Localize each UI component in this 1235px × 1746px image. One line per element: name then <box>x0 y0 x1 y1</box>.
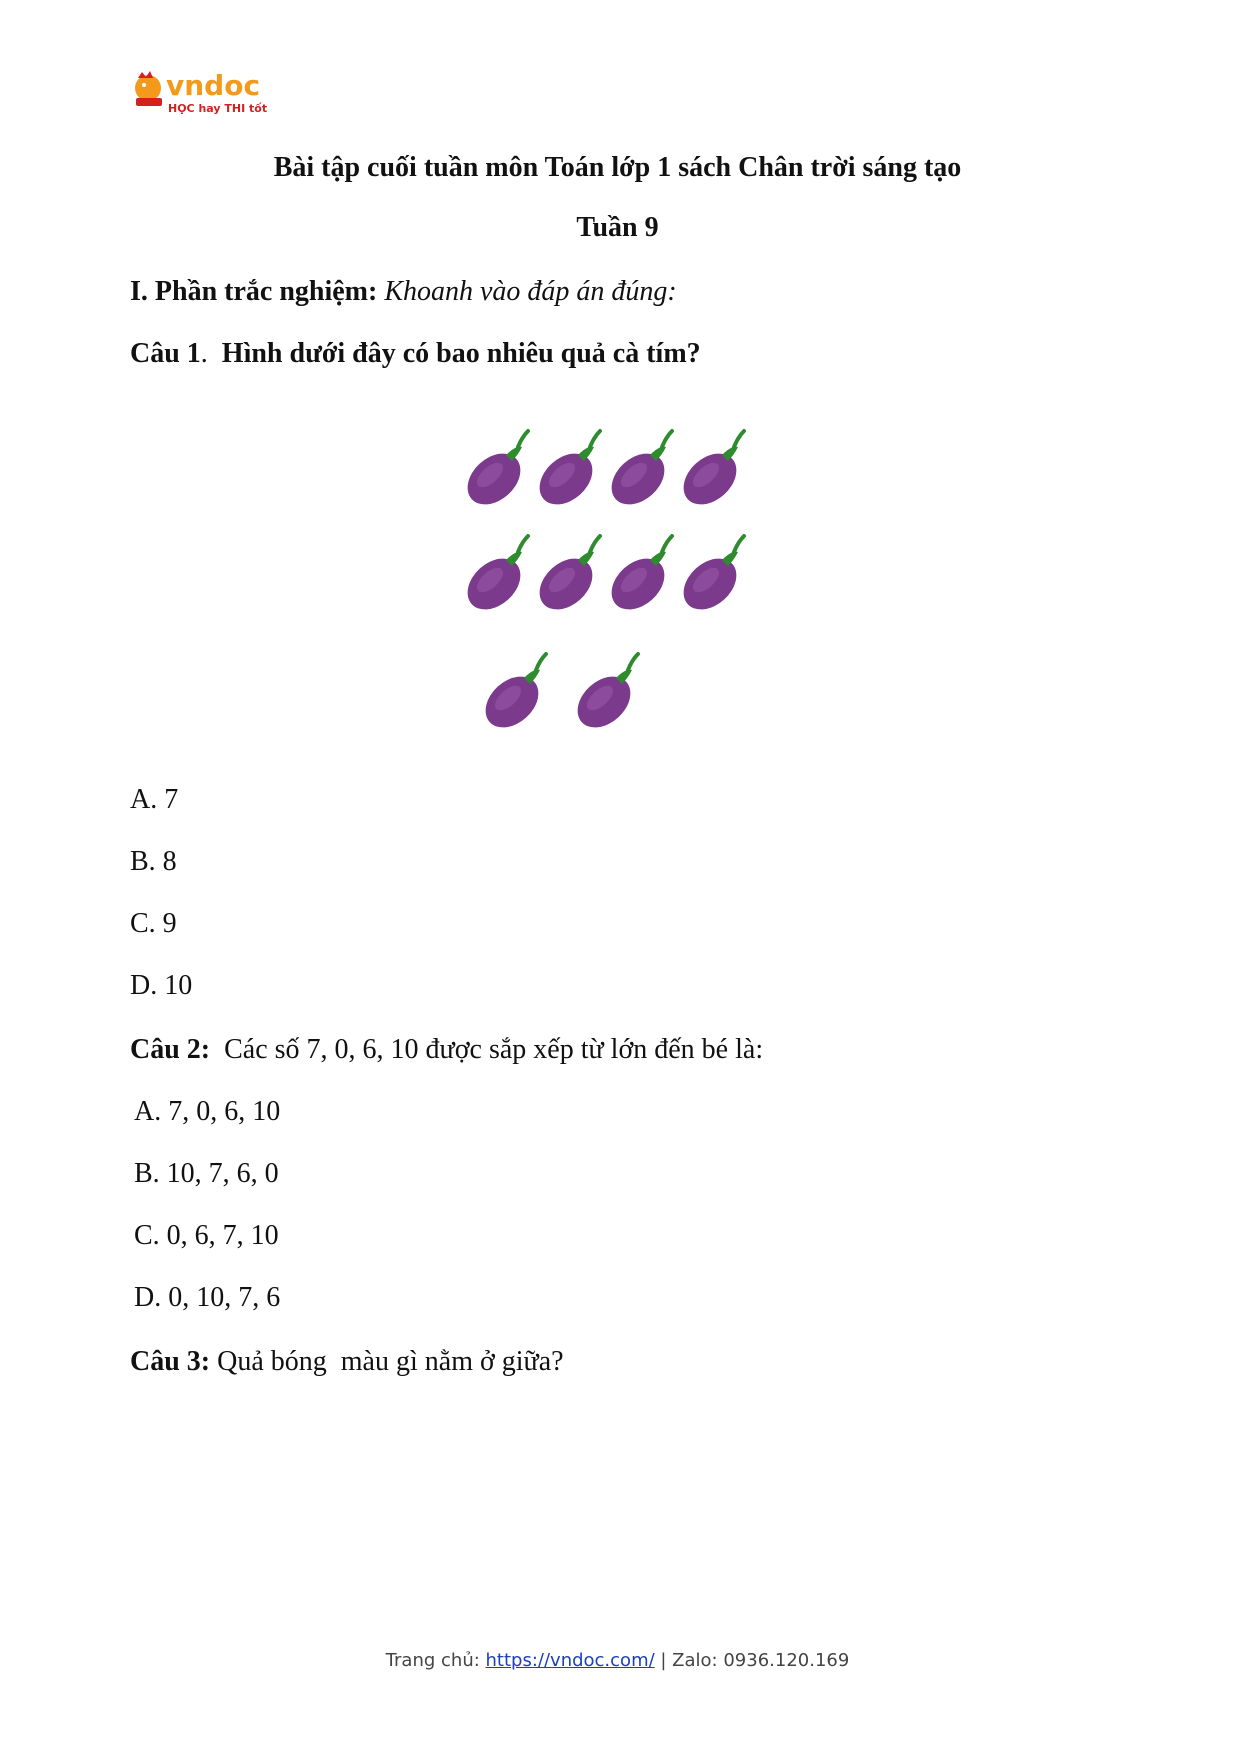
q1-option-d: D. 10 <box>130 970 193 1001</box>
document-title: Bài tập cuối tuần môn Toán lớp 1 sách Chân trời sáng tạo <box>273 152 962 183</box>
svg-text:HỌC hay THI tốt: HỌC hay THI tốt <box>168 102 268 115</box>
svg-text:vndoc: vndoc <box>166 69 261 102</box>
q2-option-b: B. 10, 7, 6, 0 <box>134 1158 279 1189</box>
q2-option-d: D. 0, 10, 7, 6 <box>134 1282 281 1313</box>
section-instruction: Khoanh vào đáp án đúng: <box>384 276 677 307</box>
eggplant-icon <box>602 530 682 616</box>
section-label: I. Phần trắc nghiệm: <box>130 276 378 307</box>
question-3 <box>130 1346 564 1378</box>
eggplant-icon <box>530 530 610 616</box>
q2-option-c: C. 0, 6, 7, 10 <box>134 1220 279 1251</box>
footer-contact: | Zalo: 0936.120.169 <box>654 1650 850 1671</box>
eggplant-icon <box>530 425 610 511</box>
question-2 <box>130 1034 763 1066</box>
question-2-label: Câu 2: <box>130 1034 211 1065</box>
eggplant-icon <box>458 425 538 511</box>
eggplant-icon <box>568 648 648 734</box>
question-2-text: Các số 7, 0, 6, 10 được sắp xếp từ lớn đến bé là: <box>224 1034 764 1065</box>
question-3-text: Quả bóng màu gì nằm ở giữa? <box>217 1346 564 1377</box>
eggplant-icon <box>674 530 754 616</box>
eggplant-icon <box>458 530 538 616</box>
q2-option-a: A. 7, 0, 6, 10 <box>134 1096 281 1127</box>
page-footer <box>0 1650 1235 1671</box>
eggplant-icon <box>674 425 754 511</box>
footer-home-link[interactable]: https://vndoc.com/ <box>485 1650 655 1671</box>
footer-prefix: Trang chủ: <box>385 1650 486 1671</box>
vndoc-logo-graphic <box>130 68 290 122</box>
section-heading <box>130 276 677 308</box>
question-1: Câu 1. Hình dưới đây có bao nhiêu quả cà tím? <box>130 338 701 369</box>
q1-option-c: C. 9 <box>130 908 177 939</box>
q1-option-b: B. 8 <box>130 846 177 877</box>
eggplant-icon <box>602 425 682 511</box>
question-1-text: Hình dưới đây có bao nhiêu quả cà tím? <box>221 338 701 369</box>
vndoc-logo <box>130 68 290 122</box>
eggplant-icon <box>476 648 556 734</box>
document-subtitle: Tuần 9 <box>576 212 659 243</box>
question-3-label: Câu 3: <box>130 1346 211 1377</box>
q1-option-a: A. 7 <box>130 784 179 815</box>
question-1-label: Câu 1 <box>130 338 201 369</box>
